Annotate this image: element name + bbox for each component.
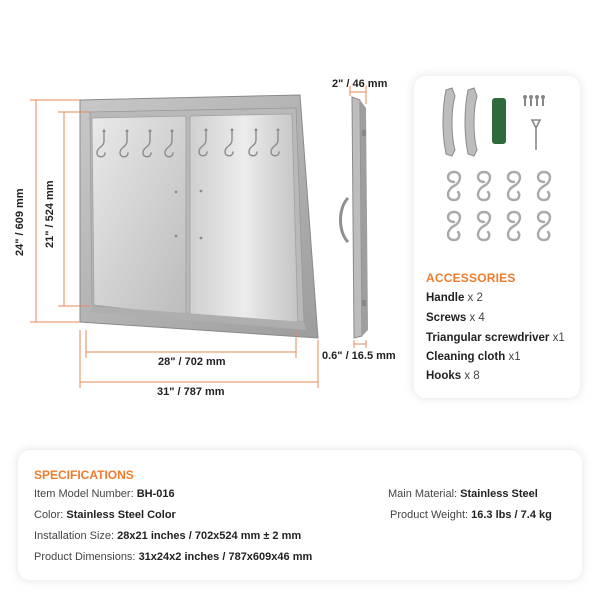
- inner-height-label: 21" / 524 mm: [44, 180, 56, 248]
- handle-icon: [443, 88, 477, 156]
- accessory-qty: x 4: [469, 312, 485, 324]
- accessory-qty: x 2: [467, 292, 483, 304]
- accessory-qty: x1: [552, 332, 565, 344]
- right-door: [190, 114, 298, 328]
- accessory-qty: x1: [508, 351, 521, 363]
- total-height-label: 24" / 609 mm: [14, 188, 26, 256]
- accessory-name: Triangular screwdriver: [426, 332, 550, 344]
- accessories-illustration: [414, 76, 580, 266]
- spec-value: 28x21 inches / 702x524 mm ± 2 mm: [117, 530, 302, 542]
- accessory-item: [426, 312, 485, 324]
- screw-icon: [523, 95, 545, 106]
- accessories-title: ACCESSORIES: [426, 271, 516, 285]
- spec-value: BH-016: [136, 488, 175, 500]
- spec-label: Product Dimensions:: [34, 551, 136, 563]
- specifications-card: [18, 450, 582, 580]
- flange-label: 0.6" / 16.5 mm: [322, 350, 396, 362]
- accessories-card: [414, 76, 580, 398]
- spec-label: Product Weight:: [390, 509, 469, 521]
- spec-label: Main Material:: [388, 488, 458, 500]
- spec-value: 16.3 lbs / 7.4 kg: [471, 509, 552, 521]
- accessory-item: [426, 332, 565, 344]
- specifications-title: SPECIFICATIONS: [34, 468, 134, 482]
- accessory-name: Cleaning cloth: [426, 351, 506, 363]
- cleaning-cloth-icon: [492, 98, 506, 144]
- left-door: [92, 116, 186, 316]
- spec-value: Stainless Steel: [460, 488, 538, 500]
- accessory-item: [426, 292, 483, 304]
- accessory-qty: x 8: [464, 370, 480, 382]
- spec-value: Stainless Steel Color: [66, 509, 176, 521]
- spec-label: Installation Size:: [34, 530, 115, 542]
- depth-label: 2" / 46 mm: [332, 78, 388, 90]
- accessory-item: [426, 370, 480, 382]
- spec-row: [34, 488, 175, 500]
- accessory-item: [426, 351, 521, 363]
- accessory-name: Hooks: [426, 370, 462, 382]
- spec-label: Item Model Number:: [34, 488, 134, 500]
- spec-value: 31x24x2 inches / 787x609x46 mm: [138, 551, 313, 563]
- handle-profile: [341, 198, 349, 242]
- spec-row: [34, 530, 301, 542]
- accessory-name: Handle: [426, 292, 465, 304]
- total-width-label: 31" / 787 mm: [157, 386, 225, 398]
- spec-row: [34, 551, 312, 563]
- inner-width-label: 28" / 702 mm: [158, 356, 226, 368]
- spec-row: [388, 488, 538, 500]
- accessory-name: Screws: [426, 312, 467, 324]
- screwdriver-icon: [532, 120, 540, 150]
- spec-row: [390, 509, 552, 521]
- spec-row: [34, 509, 176, 521]
- s-hook-icons: [448, 172, 550, 240]
- spec-label: Color:: [34, 509, 64, 521]
